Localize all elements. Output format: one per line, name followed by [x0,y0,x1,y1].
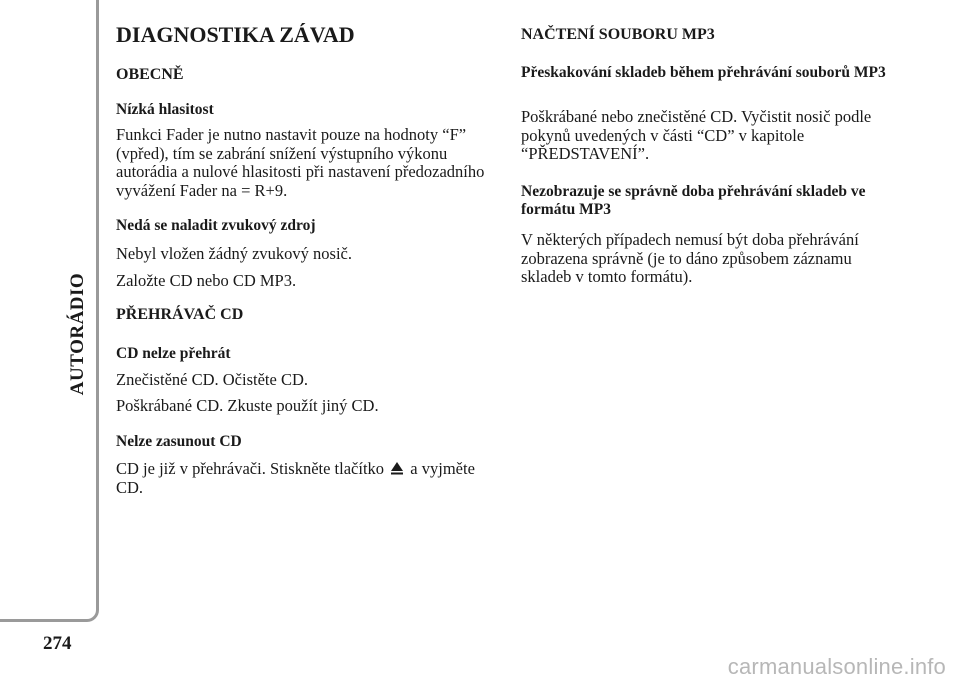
answer-cd-not-insert-after: a vyjměte CD. [116,459,475,497]
question-cd-not-insert: Nelze zasunout CD [116,433,242,450]
question-cd-not-play: CD nelze přehrát [116,345,231,362]
answer-mp3-skipping: Poškrábané nebo znečistěné CD. Vyčistit nosič podle pokynů uvedených v části “CD” v kapitole “PŘEDSTAVENÍ”. [521,107,872,163]
answer-mp3-time: V některých případech nemusí být doba přehrávání zobrazena správně (je to dáno způsobem záznamu skladeb v tomto formátu). [521,230,859,286]
question-no-tuning: Nedá se naladit zvukový zdroj [116,217,316,234]
watermark: carmanualsonline.info [727,654,946,679]
answer-cd-not-play-1: Znečistěné CD. Očistěte CD. [116,370,308,389]
answer-no-tuning-1: Nebyl vložen žádný zvukový nosič. [116,244,352,263]
question-mp3-skipping: Přeskakování skladeb během přehrávání souborů MP3 [521,64,886,81]
section-general-heading: OBECNĚ [116,66,184,83]
section-cd-player-heading: PŘEHRÁVAČ CD [116,306,244,323]
eject-icon [390,461,404,475]
question-low-volume: Nízká hlasitost [116,101,214,118]
answer-cd-not-play-2: Poškrábané CD. Zkuste použít jiný CD. [116,396,379,415]
answer-cd-not-insert-before: CD je již v přehrávači. Stiskněte tlačítko [116,459,385,478]
answer-cd-not-insert [116,460,494,497]
answer-low-volume: Funkci Fader je nutno nastavit pouze na hodnoty “F” (vpřed), tím se zabrání snížení výstupního výkonu autorádia a nulové hlasitosti při nastavení předozadního vyvážení Fader na = R+9. [116,125,485,200]
question-mp3-time: Nezobrazuje se správně doba přehrávání skladeb ve formátu MP3 [521,183,866,218]
answer-no-tuning-2: Založte CD nebo CD MP3. [116,271,297,290]
chapter-label: AUTORÁDIO [67,272,88,396]
page-title: DIAGNOSTIKA ZÁVAD [116,22,355,47]
section-mp3-heading: NAČTENÍ SOUBORU MP3 [521,26,715,43]
page-number: 274 [43,633,72,654]
